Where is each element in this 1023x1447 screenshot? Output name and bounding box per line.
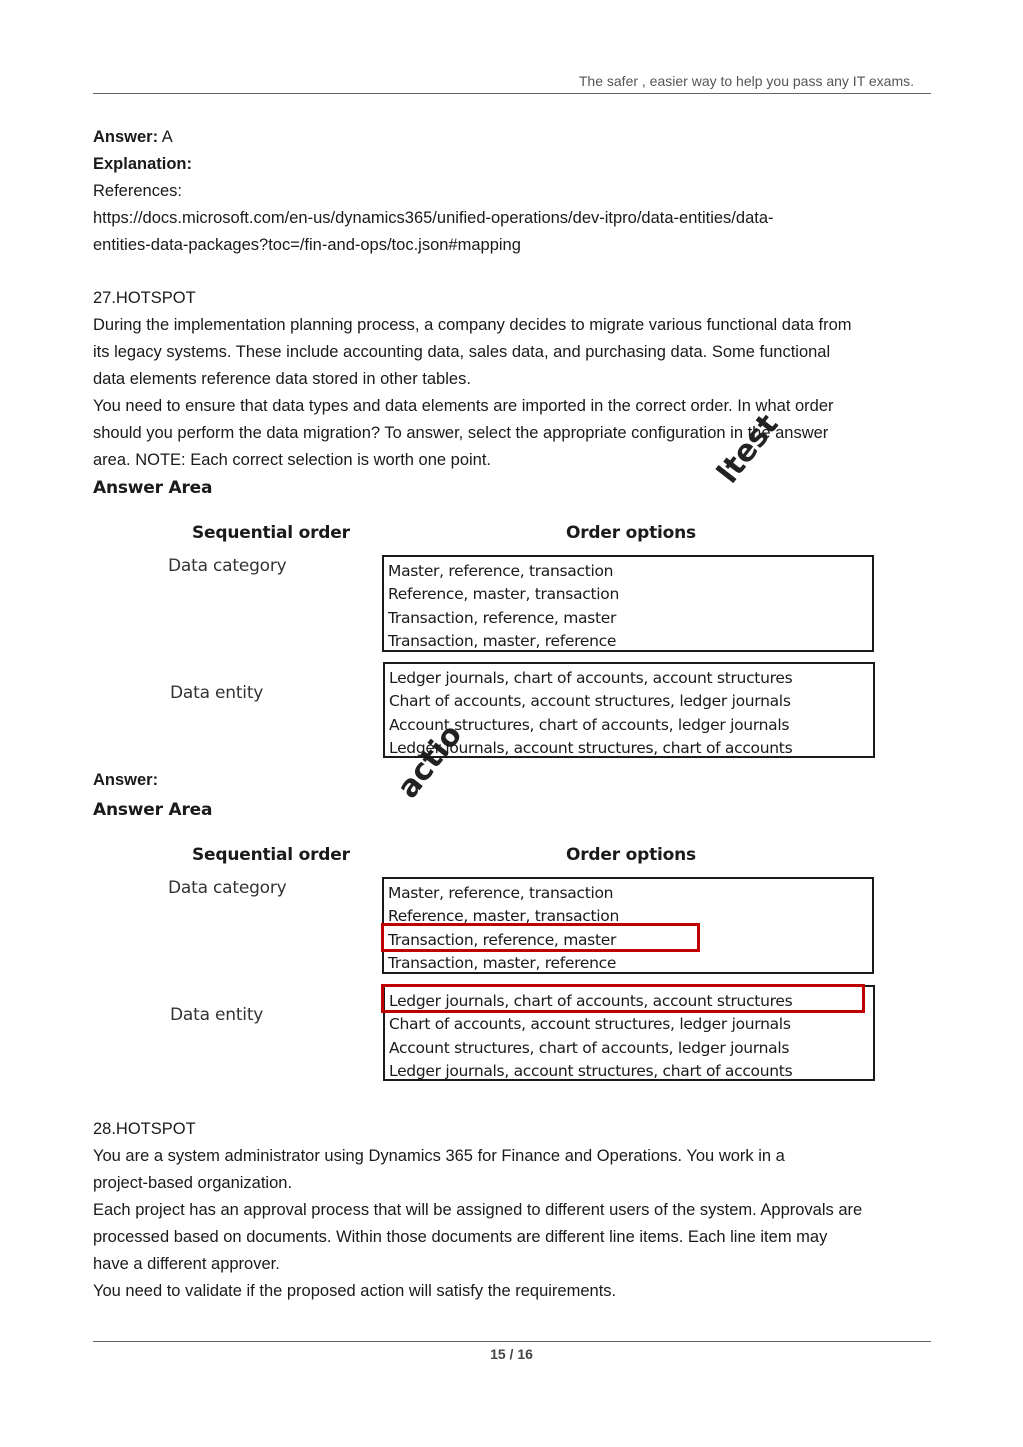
entity-option[interactable]: Chart of accounts, account structures, ledger journals <box>389 692 791 711</box>
reference-url-line2: entities-data-packages?toc=/fin-and-ops/toc.json#mapping <box>93 236 521 254</box>
q28-line: You are a system administrator using Dynamics 365 for Finance and Operations. You work in a <box>93 1147 785 1165</box>
data-entity-options <box>383 662 875 758</box>
sequential-order-heading: Sequential order <box>192 845 350 865</box>
selected-entity-highlight <box>381 984 865 1013</box>
category-option[interactable]: Reference, master, transaction <box>388 585 619 604</box>
header-tagline: The safer , easier way to help you pass any IT exams. <box>578 73 914 89</box>
header-divider <box>93 93 931 94</box>
page-indicator: 15 / 16 <box>490 1346 533 1362</box>
q27-line: area. NOTE: Each correct selection is worth one point. <box>93 451 492 469</box>
q27-answer-block <box>93 767 938 794</box>
q27-line: its legacy systems. These include accounting data, sales data, and purchasing data. Some functional <box>93 343 831 361</box>
entity-option[interactable]: Chart of accounts, account structures, ledger journals <box>389 1015 791 1034</box>
answer-label: Answer: <box>93 128 159 146</box>
data-category-label: Data category <box>168 556 287 576</box>
q28-line: You need to validate if the proposed action will satisfy the requirements. <box>93 1282 617 1300</box>
footer-divider <box>93 1341 931 1342</box>
q28-block <box>93 1116 938 1305</box>
entity-option[interactable]: Ledger journals, account structures, chart of accounts <box>389 1061 793 1080</box>
sequential-order-heading: Sequential order <box>192 523 350 543</box>
q27-line: should you perform the data migration? To answer, select the appropriate configuration in the answer <box>93 424 829 442</box>
q27-line: You need to ensure that data types and data elements are imported in the correct order. In what order <box>93 397 834 415</box>
entity-option[interactable]: Account structures, chart of accounts, ledger journals <box>389 1038 790 1057</box>
entity-option[interactable]: Ledger journals, chart of accounts, account structures <box>389 669 793 687</box>
q27-line: data elements reference data stored in other tables. <box>93 370 471 388</box>
category-option[interactable]: Master, reference, transaction <box>388 562 614 580</box>
data-category-options <box>382 555 874 652</box>
answer-label: Answer: <box>93 771 159 789</box>
category-option-selected[interactable]: Transaction, reference, master <box>388 930 617 949</box>
category-option[interactable]: Transaction, master, reference <box>388 631 617 650</box>
order-options-heading: Order options <box>566 523 696 543</box>
q27-block <box>93 285 938 474</box>
q28-title: 28.HOTSPOT <box>93 1120 196 1138</box>
entity-option-selected[interactable]: Ledger journals, chart of accounts, account structures <box>389 992 793 1010</box>
q28-line: processed based on documents. Within those documents are different line items. Each line item may <box>93 1228 828 1246</box>
q28-line: Each project has an approval process that will be assigned to different users of the system. Approvals are <box>93 1201 863 1219</box>
watermark-text: actio <box>390 717 470 805</box>
data-entity-label: Data entity <box>170 683 264 703</box>
explanation-label: Explanation: <box>93 155 193 173</box>
category-option[interactable]: Transaction, reference, master <box>388 608 617 627</box>
answer-line <box>93 124 938 151</box>
reference-url-line1: https://docs.microsoft.com/en-us/dynamics365/unified-operations/dev-itpro/data-entities/data- <box>93 209 774 227</box>
q28-line: have a different approver. <box>93 1255 280 1273</box>
data-category-label: Data category <box>168 878 287 898</box>
selected-category-highlight <box>381 923 700 952</box>
watermark-text: ltest <box>710 407 786 490</box>
category-option[interactable]: Master, reference, transaction <box>388 884 614 902</box>
q27-line: During the implementation planning process, a company decides to migrate various functional data from <box>93 316 852 334</box>
answer-value: A <box>161 128 173 146</box>
answer-area-title: Answer Area <box>93 478 213 498</box>
category-option[interactable]: Transaction, master, reference <box>388 953 617 972</box>
q28-line: project-based organization. <box>93 1174 293 1192</box>
entity-option[interactable]: Ledger journals, account structures, chart of accounts <box>389 738 793 757</box>
entity-option[interactable]: Account structures, chart of accounts, ledger journals <box>389 715 790 734</box>
answer-area-title: Answer Area <box>93 800 213 820</box>
category-option[interactable]: Reference, master, transaction <box>388 907 619 926</box>
data-entity-label: Data entity <box>170 1005 264 1025</box>
q26-answer-block <box>93 124 938 259</box>
references-label: References: <box>93 182 182 200</box>
order-options-heading: Order options <box>566 845 696 865</box>
q27-title: 27.HOTSPOT <box>93 289 196 307</box>
